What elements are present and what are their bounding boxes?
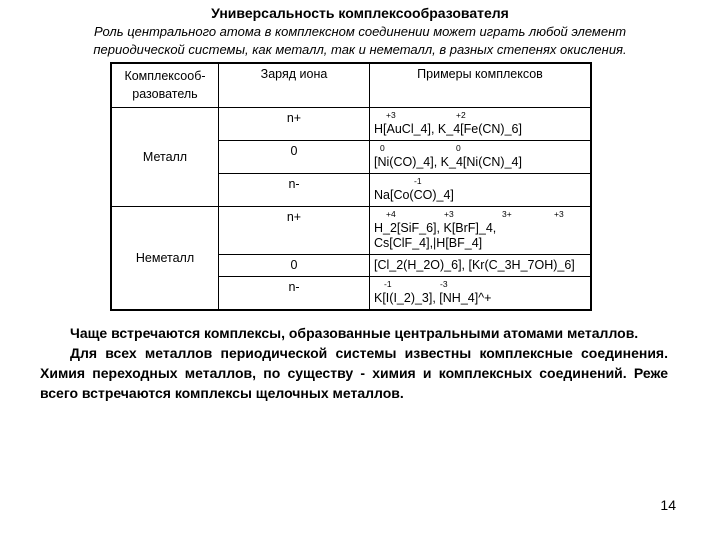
examples-cell xyxy=(370,141,592,174)
oxidation-state: -1 xyxy=(384,279,392,289)
oxidation-states xyxy=(374,176,586,188)
oxidation-state: 3+ xyxy=(502,209,512,219)
oxidation-state: 0 xyxy=(380,143,385,153)
paragraph-2: Для всех металлов периодической системы известны комплексные соединения. Химия переходных металлов, по существу - химия и комплексных соединений. Реже всего встречаются комплексы щелочных металлов. xyxy=(40,345,668,401)
oxidation-state: +3 xyxy=(444,209,454,219)
formula: K[I(I_2)_3], [NH_4]^+ xyxy=(374,291,492,305)
oxidation-states xyxy=(374,143,586,155)
oxidation-state: +4 xyxy=(386,209,396,219)
slide-title: Универсальность комплексообразователя xyxy=(211,5,509,21)
header-examples: Примеры комплексов xyxy=(370,63,592,108)
formula: [Ni(CO)_4], K_4[Ni(CN)_4] xyxy=(374,155,522,169)
oxidation-state: +2 xyxy=(456,110,466,120)
oxidation-state: -1 xyxy=(414,176,422,186)
formula: H_2[SiF_6], K[BrF]_4, Cs[ClF_4],|H[BF_4] xyxy=(374,221,500,250)
table-row xyxy=(111,207,591,255)
formula: [Cl_2(H_2O)_6], [Kr(C_3H_7OH)_6] xyxy=(374,258,575,272)
table-header-row xyxy=(111,63,591,108)
complexing-agent-cell xyxy=(111,108,219,207)
charge-cell: n+ xyxy=(219,207,370,255)
examples-cell xyxy=(370,174,592,207)
page-number: 14 xyxy=(660,497,676,513)
complexes-table xyxy=(110,62,592,311)
group-name: Неметалл xyxy=(135,251,195,265)
oxidation-state: 0 xyxy=(456,143,461,153)
oxidation-state: +3 xyxy=(554,209,564,219)
charge-cell: 0 xyxy=(219,255,370,277)
table-row xyxy=(111,108,591,141)
oxidation-state: -3 xyxy=(440,279,448,289)
oxidation-state: +3 xyxy=(386,110,396,120)
charge-cell: n- xyxy=(219,277,370,311)
header-charge: Заряд иона xyxy=(219,63,370,108)
header-complexing-agent: Комплексооб-разователь xyxy=(111,63,219,108)
complexing-agent-cell xyxy=(111,207,219,311)
charge-cell: n+ xyxy=(219,108,370,141)
oxidation-states xyxy=(374,279,586,291)
examples-cell xyxy=(370,108,592,141)
formula: H[AuCl_4], K_4[Fe(CN)_6] xyxy=(374,122,522,136)
examples-cell xyxy=(370,255,592,277)
examples-cell xyxy=(370,277,592,311)
charge-cell: 0 xyxy=(219,141,370,174)
slide-subtitle: Роль центрального атома в комплексном соединении может играть любой элемент периодической системы, как металл, так и неметалл, в разных степенях окисления. xyxy=(93,24,627,57)
oxidation-states xyxy=(374,110,586,122)
group-name: Металл xyxy=(142,150,188,164)
charge-cell: n- xyxy=(219,174,370,207)
oxidation-states xyxy=(374,209,586,221)
formula: Na[Co(CO)_4] xyxy=(374,188,454,202)
examples-cell xyxy=(370,207,592,255)
paragraph-1: Чаще встречаются комплексы, образованные центральными атомами металлов. xyxy=(70,325,639,341)
